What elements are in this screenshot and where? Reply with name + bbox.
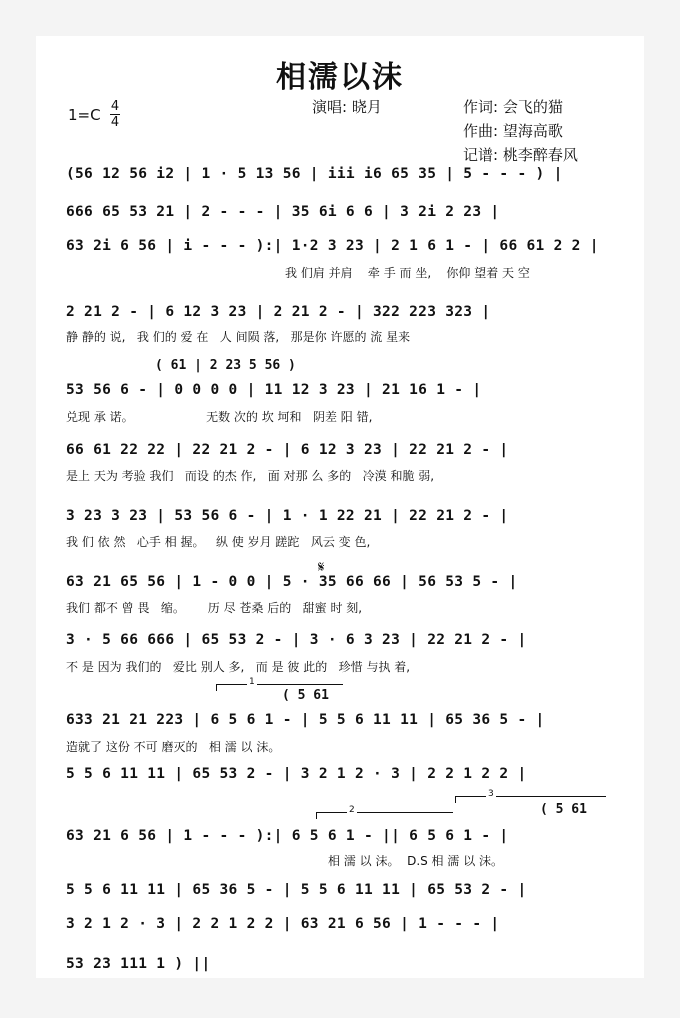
lyric-line-9: 不 是 因为 我们的 爱比 别人 多, 而 是 彼 此的 珍惜 与执 着,: [66, 660, 411, 674]
lyric-line-5: 兑现 承 诺。 无数 次的 坎 坷和 阴差 阳 错,: [66, 410, 373, 424]
key-signature: 1=C: [68, 106, 101, 124]
aux-notation-line-5: ( 61 | 2 23 5 56 ): [155, 358, 296, 373]
notation-line-7: 3 23 3 23 | 53 56 6 - | 1 · 1 22 21 | 22 21 2 - |: [66, 508, 509, 524]
notation-line-5: 53 56 6 - | 0 0 0 0 | 11 12 3 23 | 21 16 1 - |: [66, 382, 482, 398]
lyric-line-3: 我 们肩 并肩 牵 手 而 坐, 你仰 望着 天 空: [285, 266, 530, 280]
notation-line-10: 633 21 21 223 | 6 5 6 1 - | 5 5 6 11 11 | 65 36 5 - |: [66, 712, 545, 728]
segno-sign: 𝄋: [318, 558, 325, 576]
composer-credit: 作曲: 望海高歌: [463, 122, 563, 140]
time-signature-top: 4: [110, 99, 120, 114]
lyric-line-6: 是上 天为 考验 我们 而设 的杰 作, 面 对那 么 多的 冷漠 和脆 弱,: [66, 469, 435, 483]
notation-line-2: 666 65 53 21 | 2 - - - | 35 6i 6 6 | 3 2i 2 23 |: [66, 204, 500, 220]
notation-line-8: 63 21 65 56 | 1 - 0 0 | 5 · 35 66 66 | 56 53 5 - |: [66, 574, 518, 590]
notation-line-15: 53 23 111 1 ) ||: [66, 956, 211, 972]
notation-line-12: 63 21 6 56 | 1 - - - ):| 6 5 6 1 - || 6 5 6 1 - |: [66, 828, 509, 844]
notation-line-14: 3 2 1 2 · 3 | 2 2 1 2 2 | 63 21 6 56 | 1 - - - |: [66, 916, 500, 932]
song-title: 相濡以沫: [276, 60, 404, 95]
volta-bracket-1: 1: [216, 684, 343, 691]
notation-line-6: 66 61 22 22 | 22 21 2 - | 6 12 3 23 | 22 21 2 - |: [66, 442, 509, 458]
notation-line-11: 5 5 6 11 11 | 65 53 2 - | 3 2 1 2 · 3 | 2 2 1 2 2 |: [66, 766, 527, 782]
lyric-line-10: 造就了 这份 不可 磨灭的 相 濡 以 沫。: [66, 740, 281, 754]
notation-line-3: 63 2i 6 56 | i - - - ):| 1·2 3 23 | 2 1 6 1 - | 66 61 2 2 |: [66, 238, 599, 254]
time-signature-bottom: 4: [110, 115, 120, 130]
volta-bracket-2: 2: [316, 812, 453, 819]
singer-credit: 演唱: 晓月: [312, 98, 382, 116]
notation-line-9: 3 · 5 66 666 | 65 53 2 - | 3 · 6 3 23 | 22 21 2 - |: [66, 632, 527, 648]
aux-notation-line-10: ( 5 61: [282, 688, 329, 703]
volta-bracket-3: 3: [455, 796, 606, 803]
lyric-line-7: 我 们 依 然 心手 相 握。 纵 使 岁月 蹉跎 风云 变 色,: [66, 535, 371, 549]
lyric-line-8: 我们 都不 曾 畏 缩。 历 尽 苍桑 后的 甜蜜 时 刻,: [66, 601, 363, 615]
notation-line-1: (56 12 56 i2 | 1 · 5 13 56 | iii i6 65 35 | 5 - - - ) |: [66, 166, 563, 182]
aux-notation-line-12: ( 5 61: [540, 802, 587, 817]
notation-line-4: 2 21 2 - | 6 12 3 23 | 2 21 2 - | 322 223 323 |: [66, 304, 491, 320]
transcriber-credit: 记谱: 桃李醉春风: [463, 146, 578, 164]
lyricist-credit: 作词: 会飞的猫: [463, 98, 563, 116]
time-signature: [110, 100, 120, 129]
lyric-line-4: 静 静的 说, 我 们的 爱 在 人 间陨 落, 那是你 许愿的 流 星来: [66, 330, 411, 344]
lyric-line-12: 相 濡 以 沫。 D.S 相 濡 以 沫。: [328, 854, 504, 868]
notation-line-13: 5 5 6 11 11 | 65 36 5 - | 5 5 6 11 11 | 65 53 2 - |: [66, 882, 527, 898]
